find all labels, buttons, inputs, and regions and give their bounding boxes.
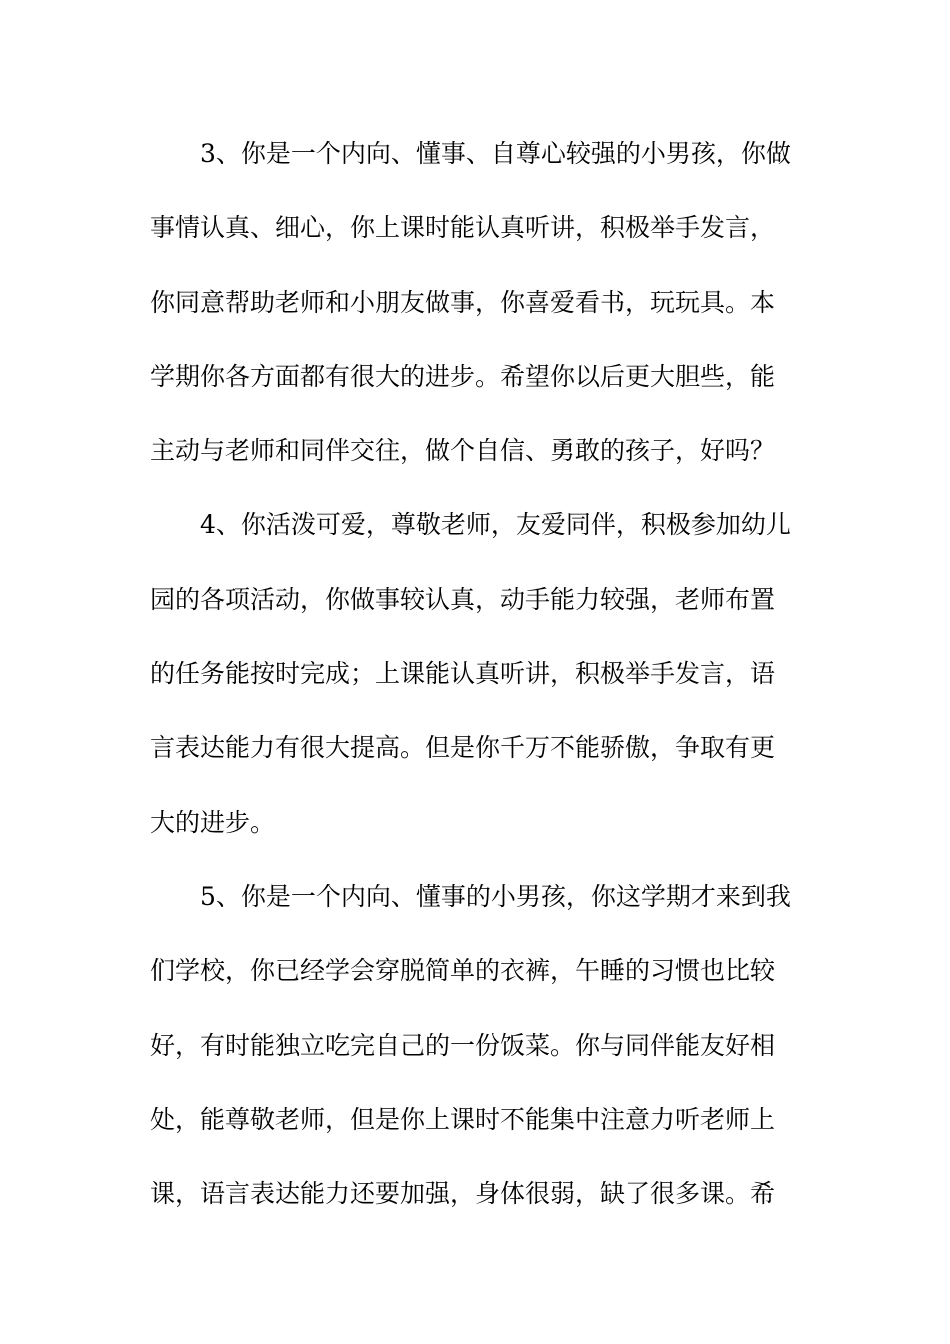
text-line: 事情认真、细心，你上课时能认真听讲，积极举手发言， [150,213,776,243]
text-line: 处，能尊敬老师，但是你上课时不能集中注意力听老师上 [150,1104,776,1134]
text-line: 3、你是一个内向、懂事、自尊心较强的小男孩，你做 [200,139,791,168]
paragraph-3 [150,117,810,488]
text-line: 的任务能按时完成；上课能认真听讲，积极举手发言，语 [150,659,776,689]
text-line: 大的进步。 [150,807,276,837]
text-line: 4、你活泼可爱，尊敬老师，友爱同伴，积极参加幼儿 [200,510,791,540]
paragraph-4 [150,488,810,859]
text-line: 课，语言表达能力还要加强，身体很弱，缺了很多课。希 [150,1179,776,1209]
document-body [150,117,810,1231]
text-line: 好，有时能独立吃完自己的一份饭菜。你与同伴能友好相 [150,1030,776,1060]
paragraph-5 [150,860,810,1231]
text-line: 言表达能力有很大提高。但是你千万不能骄傲，争取有更 [150,733,776,763]
text-line: 们学校，你已经学会穿脱简单的衣裤，午睡的习惯也比较 [150,956,776,986]
text-line: 学期你各方面都有很大的进步。希望你以后更大胆些，能 [150,361,776,391]
text-line: 园的各项活动，你做事较认真，动手能力较强，老师布置 [150,584,776,614]
text-line: 你同意帮助老师和小朋友做事，你喜爱看书，玩玩具。本 [150,287,776,317]
text-line: 主动与老师和同伴交往，做个自信、勇敢的孩子，好吗？ [150,436,776,466]
text-line: 5、你是一个内向、懂事的小男孩，你这学期才来到我 [200,881,791,911]
